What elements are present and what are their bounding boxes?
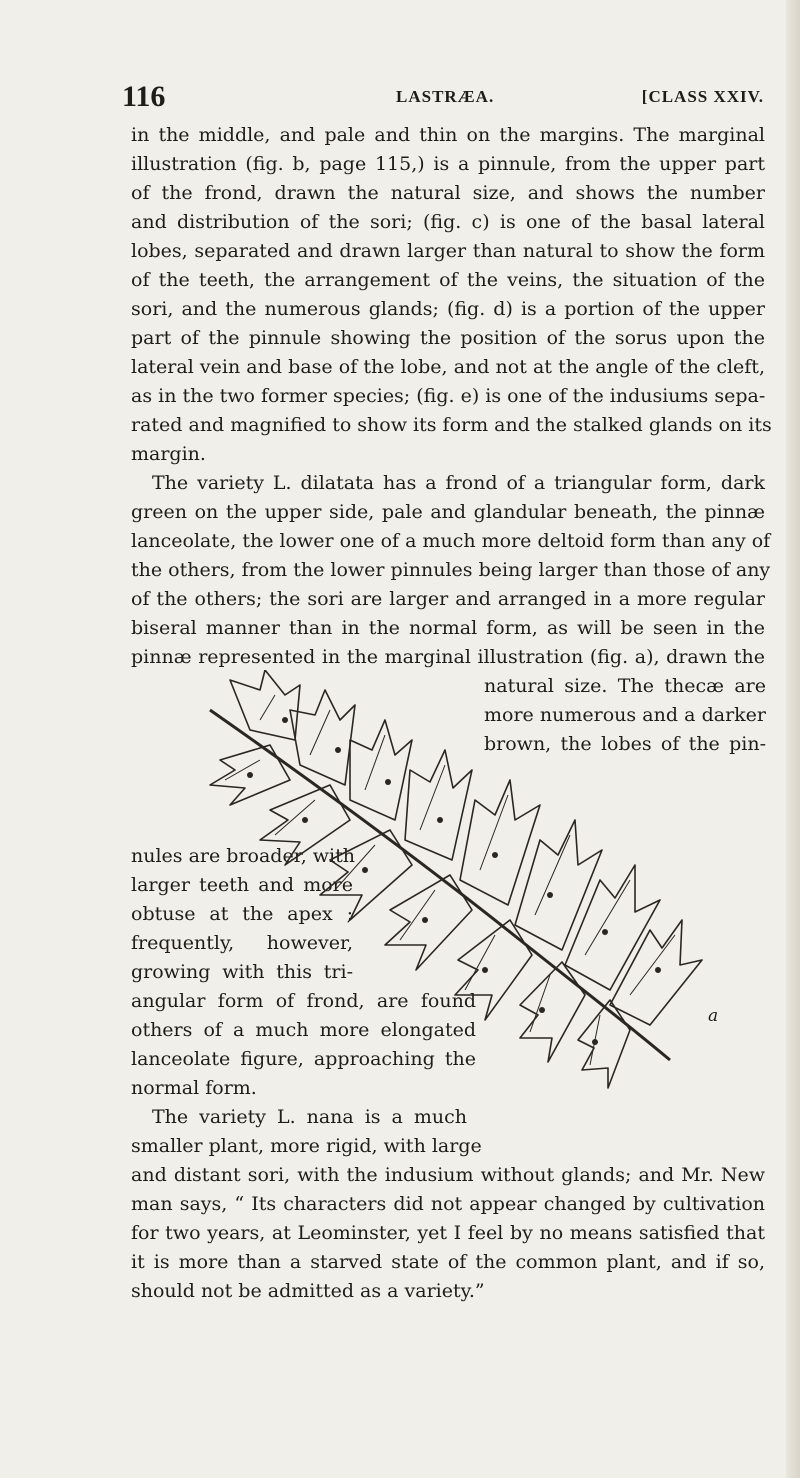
body-line: green on the upper side, pale and glandular beneath, the pinnæ: [131, 501, 765, 523]
body-line: should not be admitted as a variety.”: [131, 1280, 485, 1302]
side-line-left: normal form.: [131, 1077, 257, 1099]
side-line-left: lanceolate figure, approaching the: [131, 1048, 476, 1070]
body-line: margin.: [131, 443, 206, 465]
side-line-right: more numerous and a darker: [484, 704, 766, 726]
side-line-left: nules are broader, with: [131, 845, 355, 867]
body-line: The variety L. dilatata has a frond of a triangular form, dark: [152, 472, 765, 494]
class-label: [CLASS XXIV.: [641, 87, 764, 106]
body-line: sori, and the numerous glands; (fig. d) is a portion of the upper: [131, 298, 765, 320]
body-line: lanceolate, the lower one of a much more deltoid form than any of: [131, 530, 771, 552]
side-line-left: others of a much more elongated: [131, 1019, 476, 1041]
side-line-right: brown, the lobes of the pin-: [484, 733, 766, 755]
running-title: LASTRÆA.: [396, 87, 495, 106]
body-line: of the others; the sori are larger and arranged in a more regular: [131, 588, 765, 610]
body-line: rated and magnified to show its form and the stalked glands on its: [131, 414, 772, 436]
side-line-left: The variety L. nana is a much: [152, 1106, 467, 1128]
side-line-left: larger teeth and more: [131, 874, 353, 896]
side-line-left: growing with this tri-: [131, 961, 353, 983]
page-number: 116: [122, 80, 166, 113]
body-line: man says, “ Its characters did not appear changed by cultivation: [131, 1193, 765, 1215]
body-line: lateral vein and base of the lobe, and not at the angle of the cleft,: [131, 356, 765, 378]
body-line: and distant sori, with the indusium without glands; and Mr. New: [131, 1164, 765, 1186]
side-line-left: obtuse at the apex ;: [131, 903, 353, 925]
side-line-left: smaller plant, more rigid, with large: [131, 1135, 482, 1157]
side-line-right: natural size. The thecæ are: [484, 675, 766, 697]
body-line: biseral manner than in the normal form, as will be seen in the: [131, 617, 765, 639]
body-line: of the teeth, the arrangement of the veins, the situation of the: [131, 269, 765, 291]
body-line: and distribution of the sori; (fig. c) is one of the basal lateral: [131, 211, 765, 233]
body-line: pinnæ represented in the marginal illustration (fig. a), drawn the: [131, 646, 765, 668]
body-line: for two years, at Leominster, yet I feel by no means satisfied that: [131, 1222, 765, 1244]
fern-illustration-svg: [190, 670, 710, 1090]
running-header: [122, 80, 764, 120]
body-line: as in the two former species; (fig. e) is one of the indusiums sepa-: [131, 385, 766, 407]
side-line-left: angular form of frond, are found: [131, 990, 476, 1012]
body-line: illustration (fig. b, page 115,) is a pinnule, from the upper part: [131, 153, 765, 175]
body-line: it is more than a starved state of the common plant, and if so,: [131, 1251, 765, 1273]
body-line: lobes, separated and drawn larger than natural to show the form: [131, 240, 765, 262]
page-edge: [786, 0, 800, 1478]
body-line: of the frond, drawn the natural size, and shows the number: [131, 182, 765, 204]
body-line: part of the pinnule showing the position of the sorus upon the: [131, 327, 765, 349]
fern-pinna-illustration-icon: [190, 670, 710, 1090]
figure-label: a: [708, 1006, 719, 1026]
body-line: in the middle, and pale and thin on the margins. The marginal: [131, 124, 765, 146]
side-line-left: frequently, however,: [131, 932, 353, 954]
body-line: the others, from the lower pinnules being larger than those of any: [131, 559, 771, 581]
